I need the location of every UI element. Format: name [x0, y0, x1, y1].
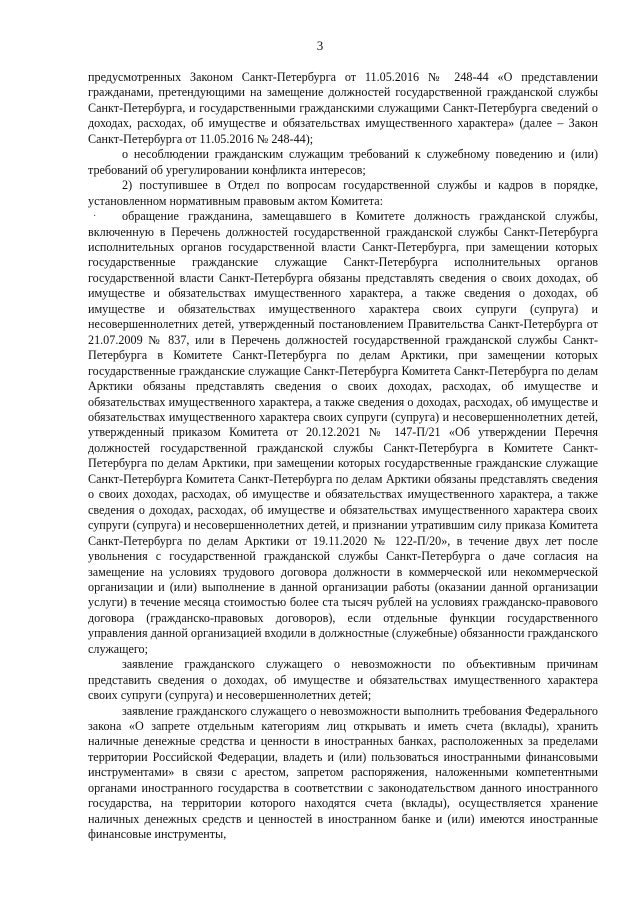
paragraph-conduct-noncompliance: о несоблюдении гражданским служащим требований к служебному поведению и (или) требований об урегулировании конфликта интересов;	[88, 147, 598, 177]
paragraph-foreign-accounts-statement: заявление гражданского служащего о невозможности выполнить требования Федерального закона «О запрете отдельным категориям лиц открывать и иметь счета (вклады), хранить наличные денежные средства и ценности в иностранных банках, расположенных за пределами территории Российской Федерации, владеть и (или) пользоваться иностранными финансовыми инструментами» в связи с арестом, запретом распоряжения, наложенными компетентными органами иностранного государства в соответствии с законодательством данного иностранного государства, на территории которого находятся счета (вклады), осуществляется хранение наличных денежных средств и ценностей в иностранном банке и (или) имеются иностранные финансовые инструменты,	[88, 703, 598, 842]
paragraph-income-statement-impossibility: заявление гражданского служащего о невозможности по объективным причинам представить сведения о доходах, об имуществе и обязательствах имущественного характера своих супруги (супруга) и несовершеннолетних детей;	[88, 657, 598, 703]
paragraph-law-reference: предусмотренных Законом Санкт-Петербурга от 11.05.2016 № 248-44 «О представлении гражданами, претендующими на замещение должностей государственной гражданской службы Санкт-Петербурга, и государственными гражданскими служащими Санкт-Петербурга сведений о доходах, расходах, об имуществе и обязательствах имущественного характера» (далее – Закон Санкт-Петербурга от 11.05.2016 № 248-44);	[88, 70, 598, 146]
scan-mark: ·	[93, 211, 97, 222]
paragraph-citizen-appeal: обращение гражданина, замещавшего в Комитете должность гражданской службы, включенную в Перечень должностей государственной гражданской службы Санкт-Петербурга исполнительных органов государственной власти Санкт-Петербурга, при замещении которых государственные гражданские служащие Санкт-Петербурга исполнительных органов государственной власти Санкт-Петербурга обязаны представлять сведения о своих доходах, об имуществе и обязательствах имущественного характера, а также сведения о доходах, об имуществе и обязательствах имущественного характера своих супруги (супруга) и несовершеннолетних детей, утвержденный постановлением Правительства Санкт-Петербурга от 21.07.2009 № 837, или в Перечень должностей государственной гражданской службы Санкт-Петербурга в Комитете Санкт-Петербурга по делам Арктики, при замещении которых государственные гражданские служащие Санкт-Петербурга Комитета Санкт-Петербурга по делам Арктики обязаны представлять сведения о своих доходах, расходах, об имуществе и обязательствах имущественного характера, а также сведения о доходах, расходах, об имуществе и обязательствах имущественного характера своих супруги (супруга) и несовершеннолетних детей, утвержденный приказом Комитета от 20.12.2021 № 147-П/21 «Об утверждении Перечня должностей государственной гражданской службы Санкт-Петербурга в Комитете Санкт-Петербурга по делам Арктики, при замещении которых государственные гражданские служащие Санкт-Петербурга Комитета Санкт-Петербурга по делам Арктики обязаны представлять сведения о своих доходах, расходах, об имуществе и обязательствах имущественного характера, а также сведения о доходах, расходах, об имуществе и обязательствах имущественного характера своих супруги (супруга) и несовершеннолетних детей, и признании утратившим силу приказа Комитета Санкт-Петербурга по делам Арктики от 19.11.2020 № 122-П/20», в течение двух лет после увольнения с государственной гражданской службы Санкт-Петербурга о даче согласия на замещение на условиях трудового договора должности в коммерческой или некоммерческой организации и (или) выполнение в данной организации работы (оказании данной организации услуги) в течение месяца стоимостью более ста тысяч рублей на условиях гражданско-правового договора (гражданско-правовых договоров), если отдельные функции государственного управления данной организацией входили в должностные (служебные) обязанности гражданского служащего;	[88, 209, 598, 656]
paragraph-item-2: 2) поступившее в Отдел по вопросам государственной службы и кадров в порядке, установленном нормативным правовым актом Комитета:	[88, 178, 598, 208]
document-body	[88, 70, 598, 843]
page-number: 3	[316, 38, 324, 53]
